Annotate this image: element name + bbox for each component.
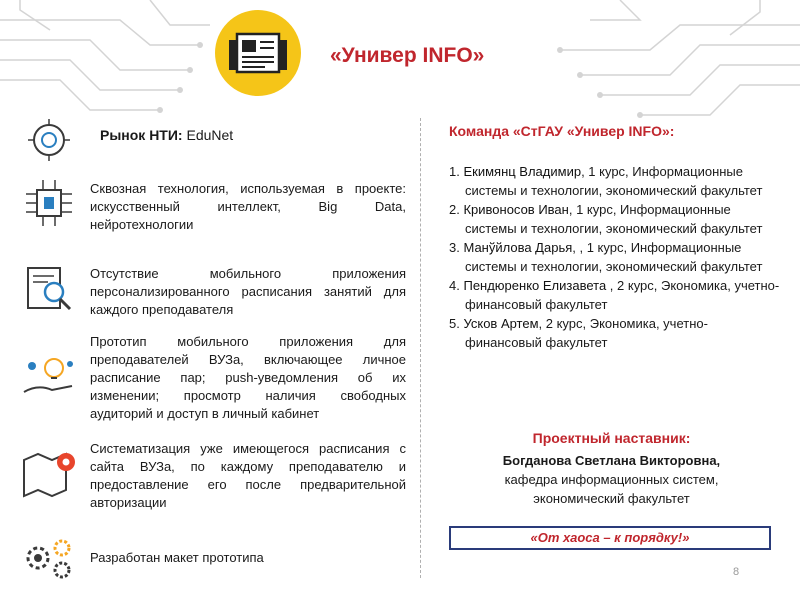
prototype-text: Прототип мобильного приложения для преподавателей ВУЗа, включающее личное расписание пар; push-уведомления об их изменении; просмотр наличия свободных аудиторий и доступ в личный кабинет bbox=[90, 334, 406, 421]
magnifier-document-icon bbox=[18, 262, 80, 312]
member-num: 4. bbox=[449, 278, 460, 293]
member-num: 1. bbox=[449, 164, 460, 179]
member-info: , 2 курс, Экономика, учетно-финансовый факультет bbox=[465, 278, 780, 312]
column-divider bbox=[420, 118, 421, 578]
page-number: 8 bbox=[733, 566, 740, 578]
member-info: , 1 курс, Информационные системы и технологии, экономический факультет bbox=[465, 202, 763, 236]
list-item bbox=[449, 238, 784, 276]
member-name: Кривоносов Иван bbox=[463, 202, 569, 217]
mentor-block bbox=[449, 451, 774, 508]
mentor-title: Проектный наставник: bbox=[532, 430, 691, 446]
member-name: Пендюренко Елизавета bbox=[463, 278, 607, 293]
member-name: Усков Артем bbox=[463, 316, 539, 331]
member-info: , 1 курс, Информационные системы и технологии, экономический факультет bbox=[465, 164, 763, 198]
member-name: Екимянц Владимир bbox=[463, 164, 582, 179]
mockup-text: Разработан макет прототипа bbox=[90, 550, 264, 565]
idea-hand-icon bbox=[18, 352, 80, 402]
list-item bbox=[449, 200, 784, 238]
member-num: 5. bbox=[449, 316, 460, 331]
map-pin-icon bbox=[18, 448, 80, 498]
mentor-faculty: экономический факультет bbox=[533, 491, 690, 506]
member-info: , 2 курс, Экономика, учетно-финансовый факультет bbox=[465, 316, 708, 350]
newspaper-logo bbox=[215, 10, 301, 96]
member-num: 3. bbox=[449, 240, 460, 255]
brain-gear-icon bbox=[18, 115, 80, 165]
technology-text: Сквозная технология, используемая в проекте: искусственный интеллект, Big Data, нейротехнологии bbox=[90, 181, 406, 232]
chip-icon bbox=[18, 178, 80, 228]
list-item bbox=[449, 276, 784, 314]
mentor-dept: кафедра информационных систем, bbox=[504, 472, 719, 487]
mentor-name: Богданова Светлана Викторовна, bbox=[502, 453, 721, 468]
market-line bbox=[100, 127, 233, 143]
team-title: Команда «СтГАУ «Универ INFO»: bbox=[449, 123, 675, 139]
systematization-text: Систематизация уже имеющегося расписания с сайта ВУЗа, по каждому преподавателю и предоставление его после предварительной авторизации bbox=[90, 441, 406, 510]
team-members-list bbox=[449, 162, 784, 352]
list-item bbox=[449, 314, 784, 352]
member-num: 2. bbox=[449, 202, 460, 217]
member-name: Манўйлова Дарья bbox=[463, 240, 573, 255]
slogan-box: «От хаоса – к порядку!» bbox=[449, 526, 771, 550]
market-value: EduNet bbox=[186, 127, 234, 143]
list-item bbox=[449, 162, 784, 200]
market-label: Рынок НТИ: bbox=[100, 127, 183, 143]
member-info: , , 1 курс, Информационные системы и технологии, экономический факультет bbox=[465, 240, 763, 274]
newspaper-icon bbox=[215, 10, 301, 96]
page-title: «Универ INFO» bbox=[330, 44, 485, 67]
problem-text: Отсутствие мобильного приложения персонализированного расписания занятий для каждого преподавателя bbox=[90, 266, 406, 317]
gears-icon bbox=[18, 532, 80, 582]
